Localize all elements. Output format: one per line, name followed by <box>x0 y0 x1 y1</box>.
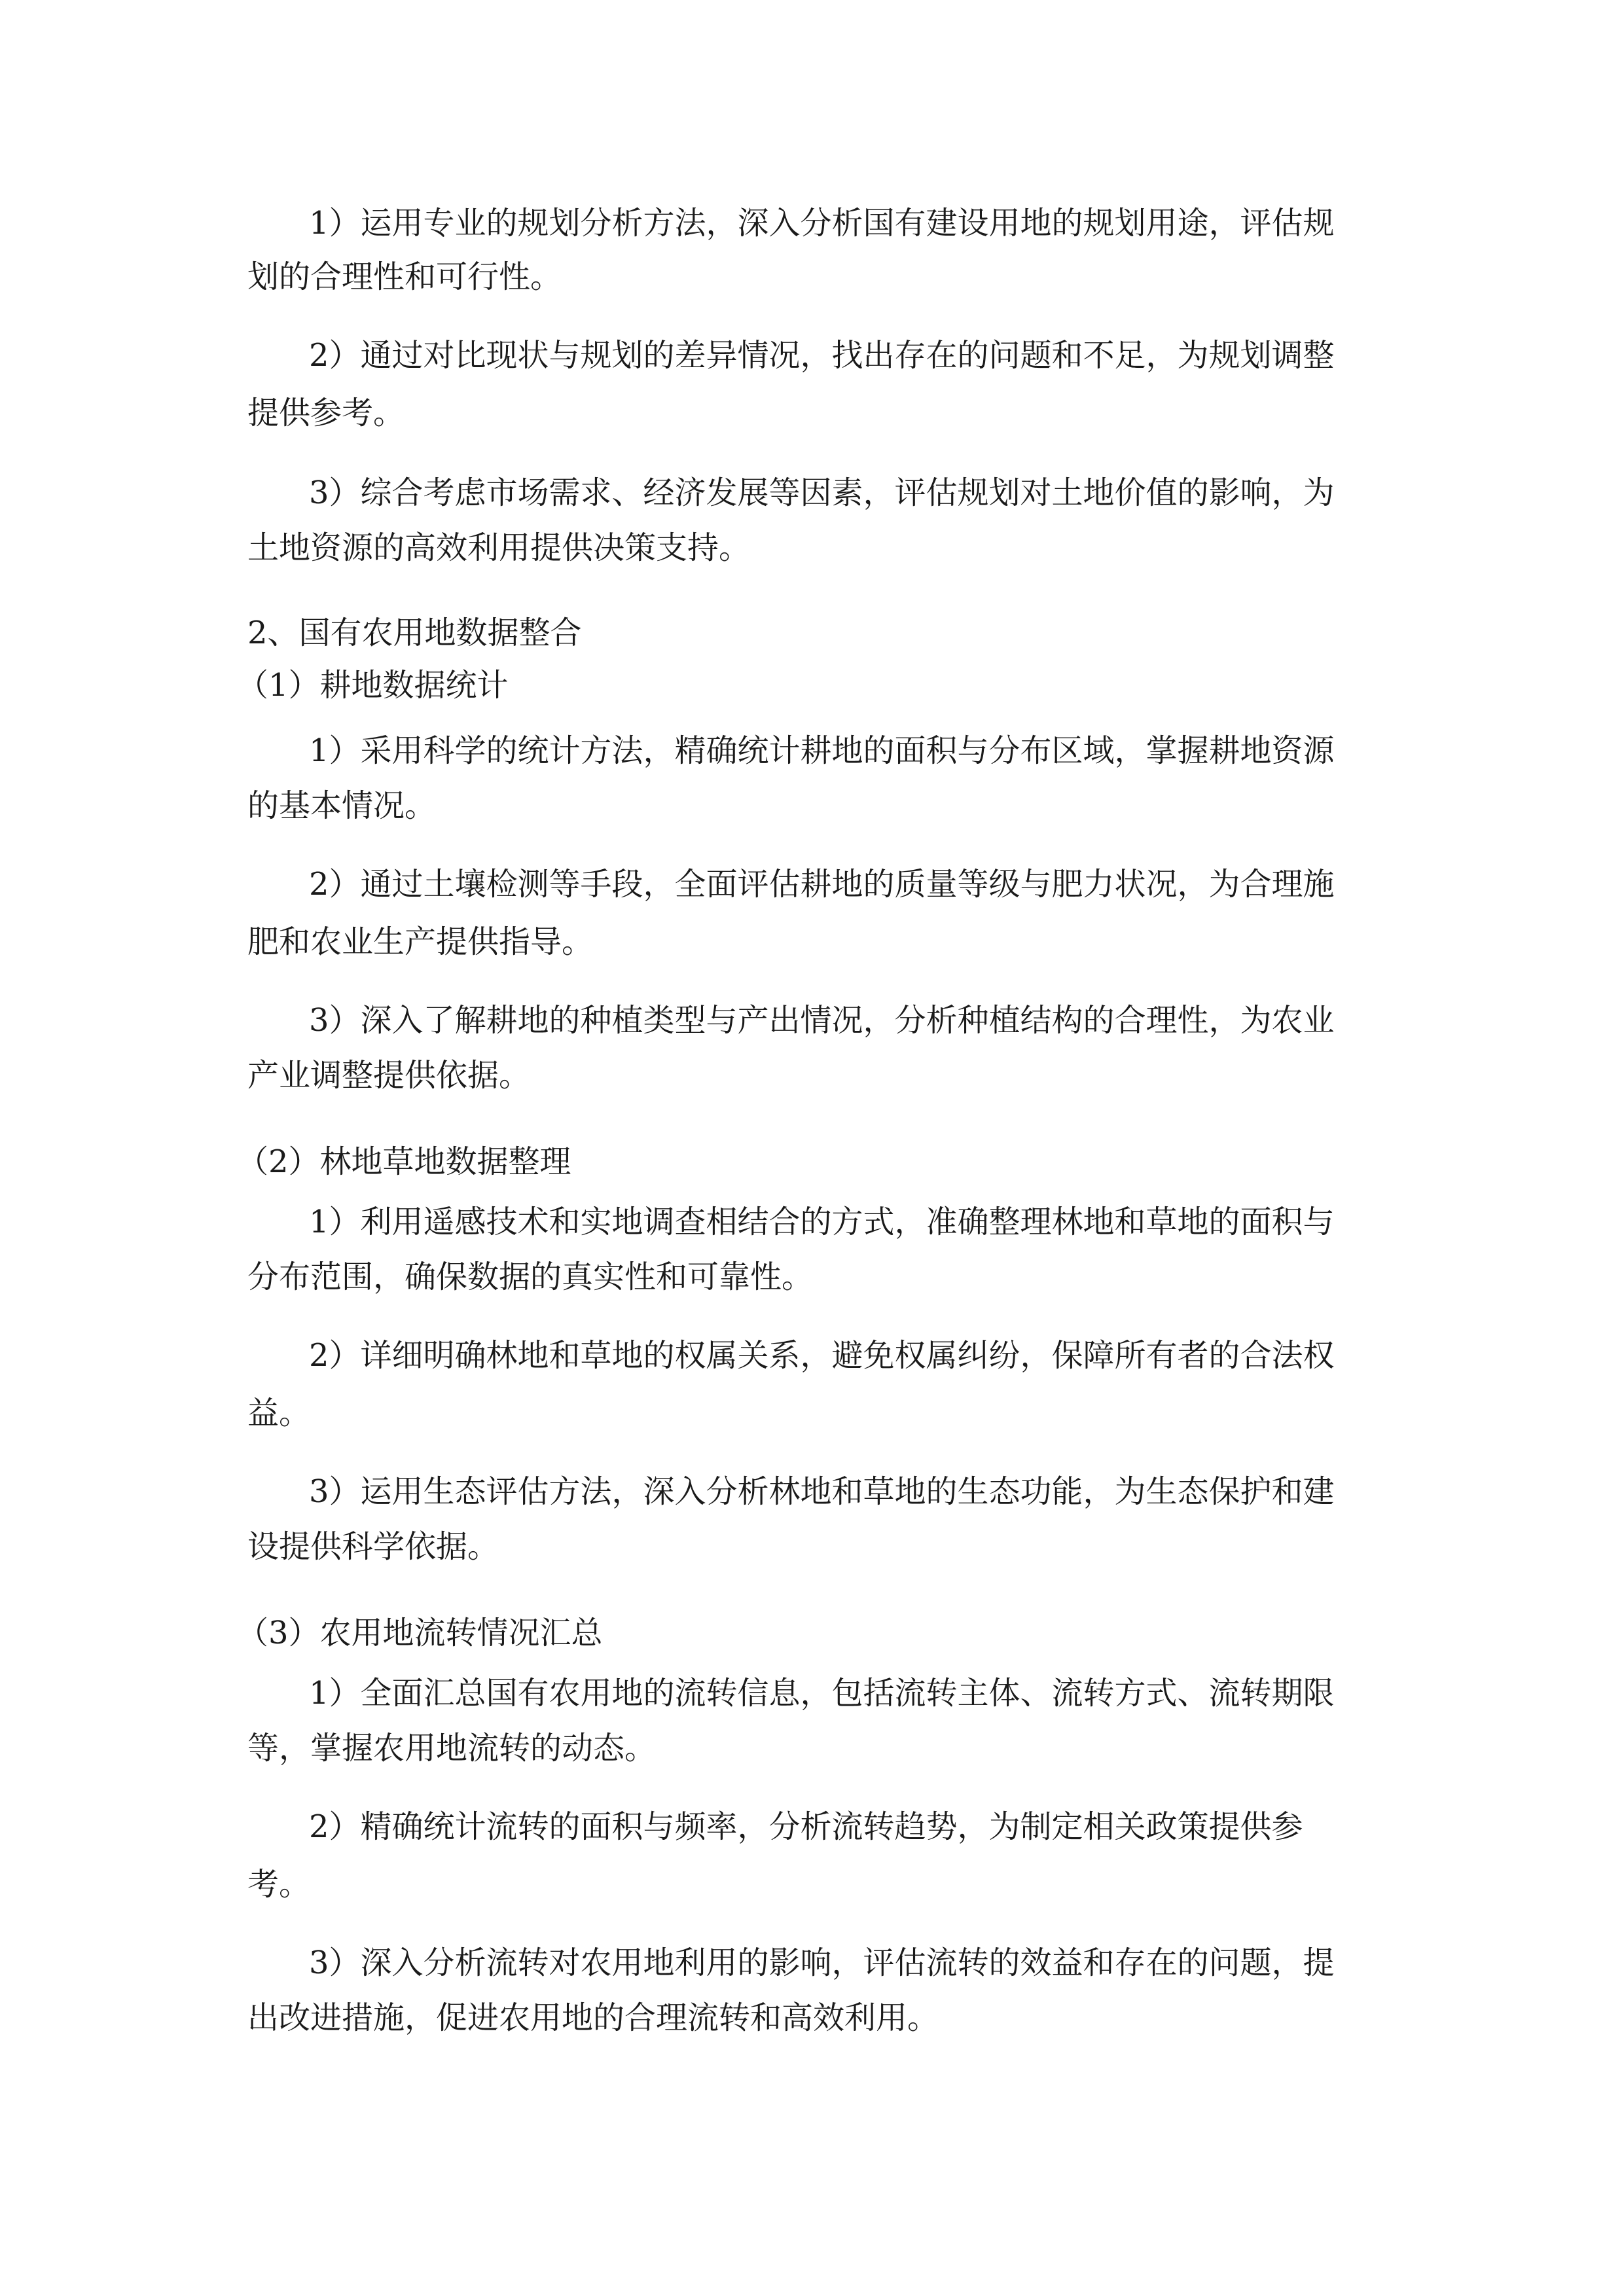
paragraph-line: 3）深入了解耕地的种植类型与产出情况，分析种植结构的合理性，为农业 <box>309 1002 1335 1039</box>
paragraph-line: 分布范围，确保数据的真实性和可靠性。 <box>247 1259 814 1295</box>
paragraph-line: 划的合理性和可行性。 <box>247 259 562 295</box>
paragraph-line: 2）详细明确林地和草地的权属关系，避免权属纠纷，保障所有者的合法权 <box>309 1337 1335 1374</box>
paragraph-line: 2）通过对比现状与规划的差异情况，找出存在的问题和不足，为规划调整 <box>309 337 1335 374</box>
paragraph-line: 2）通过土壤检测等手段，全面评估耕地的质量等级与肥力状况，为合理施 <box>309 866 1335 903</box>
paragraph-line: 土地资源的高效利用提供决策支持。 <box>247 529 751 566</box>
paragraph-line: 3）运用生态评估方法，深入分析林地和草地的生态功能，为生态保护和建 <box>309 1473 1335 1510</box>
paragraph-line: 出改进措施，促进农用地的合理流转和高效利用。 <box>247 2000 939 2036</box>
paragraph-line: 提供参考。 <box>247 395 405 431</box>
paragraph-line: 1）全面汇总国有农用地的流转信息，包括流转主体、流转方式、流转期限 <box>309 1675 1335 1712</box>
subsection-heading: （3）农用地流转情况汇总 <box>237 1615 603 1651</box>
section-heading: 2、国有农用地数据整合 <box>247 615 582 651</box>
paragraph-line: 3）综合考虑市场需求、经济发展等因素，评估规划对土地价值的影响，为 <box>309 475 1335 511</box>
paragraph-line: 的基本情况。 <box>247 787 437 824</box>
paragraph-line: 设提供科学依据。 <box>247 1528 499 1565</box>
paragraph-line: 1）利用遥感技术和实地调查相结合的方式，准确整理林地和草地的面积与 <box>309 1204 1335 1240</box>
paragraph-line: 1）采用科学的统计方法，精确统计耕地的面积与分布区域，掌握耕地资源 <box>309 732 1335 769</box>
paragraph-line: 考。 <box>247 1866 311 1903</box>
paragraph-line: 3）深入分析流转对农用地利用的影响，评估流转的效益和存在的问题，提 <box>309 1945 1335 1981</box>
paragraph-line: 等，掌握农用地流转的动态。 <box>247 1730 657 1767</box>
subsection-heading: （2）林地草地数据整理 <box>237 1143 571 1180</box>
paragraph-line: 产业调整提供依据。 <box>247 1057 531 1094</box>
paragraph-line: 益。 <box>247 1395 311 1431</box>
paragraph-line: 2）精确统计流转的面积与频率，分析流转趋势，为制定相关政策提供参 <box>309 1808 1303 1845</box>
paragraph-line: 1）运用专业的规划分析方法，深入分析国有建设用地的规划用途，评估规 <box>309 205 1335 242</box>
paragraph-line: 肥和农业生产提供指导。 <box>247 924 594 960</box>
subsection-heading: （1）耕地数据统计 <box>237 667 509 704</box>
